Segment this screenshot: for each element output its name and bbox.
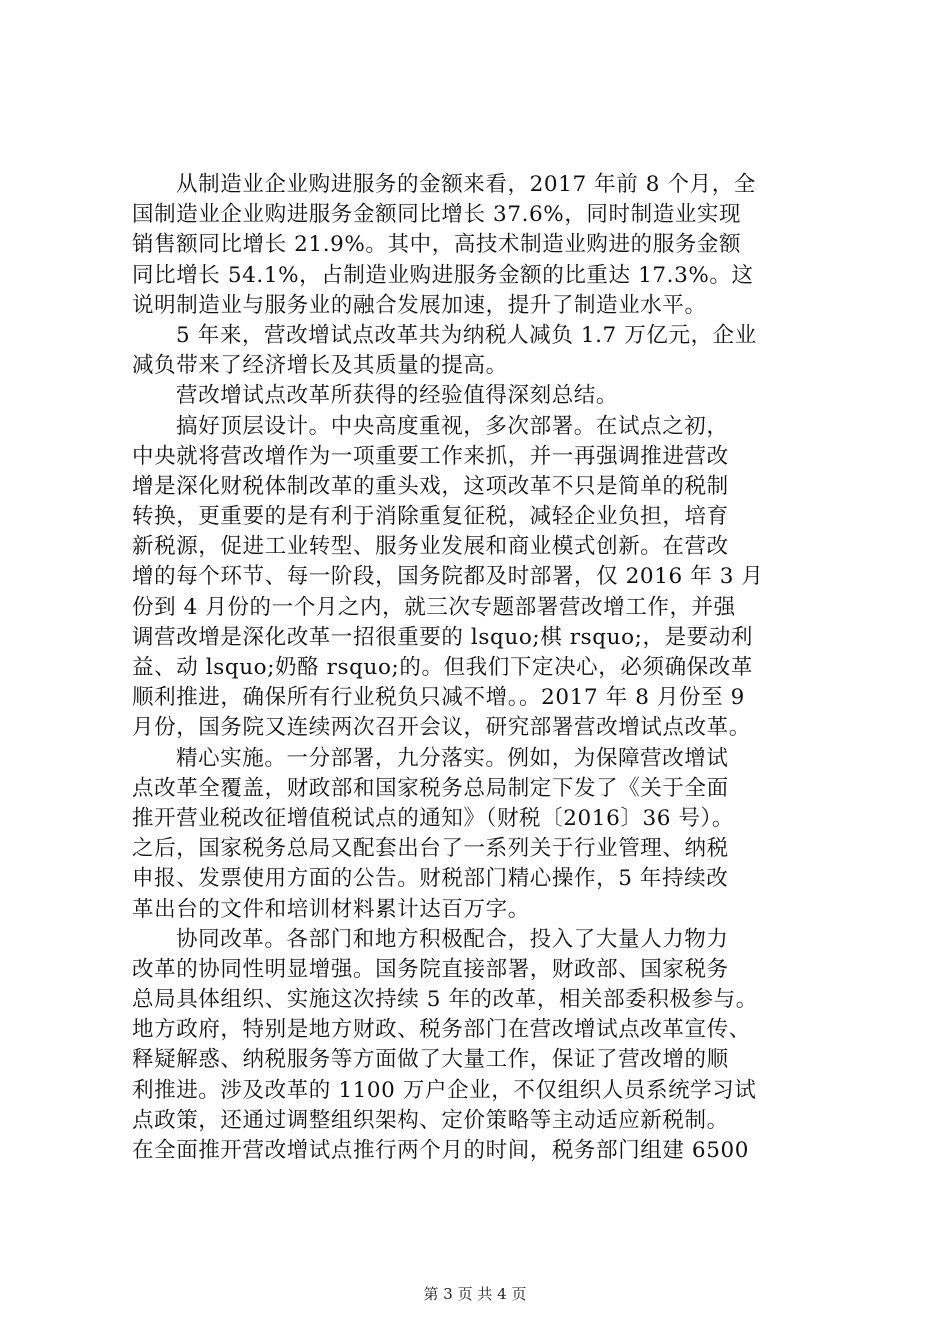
text-line: 在全面推开营改增试点推行两个月的时间，税务部门组建 6500: [132, 1138, 750, 1163]
text-line: 中央就将营改增作为一项重要工作来抓，并一再强调推进营改: [132, 443, 729, 469]
text-line: 申报、发票使用方面的公告。财税部门精心操作，5 年持续改: [132, 866, 729, 892]
text-line: 减负带来了经济增长及其质量的提高。: [132, 353, 508, 379]
text-line: 改革的协同性明显增强。国务院直接部署，财政部、国家税务: [132, 956, 729, 982]
text-line: 之后，国家税务总局又配套出台了一系列关于行业管理、纳税: [132, 836, 729, 862]
text-line: 调营改增是深化改革一招很重要的 lsquo;棋 rsquo;，是要动利: [132, 624, 753, 650]
text-line: 推开营业税改征增值税试点的通知》（财税〔2016〕36 号）。: [132, 805, 735, 831]
text-line: 地方政府，特别是地方财政、税务部门在营改增试点改革宣传、: [132, 1017, 751, 1043]
text-line: 新税源，促进工业转型、服务业发展和商业模式创新。在营改: [132, 534, 729, 560]
text-line: 份到 4 月份的一个月之内，就三次专题部署营改增工作，并强: [132, 594, 736, 620]
text-line: 增是深化财税体制改革的重头戏，这项改革不只是简单的税制: [132, 473, 729, 499]
text-line: 革出台的文件和培训材料累计达百万字。: [132, 896, 530, 922]
paragraph-first-line: 精心实施。一分部署，九分落实。例如，为保障营改增试: [176, 745, 729, 771]
paragraph-first-line: 协同改革。各部门和地方积极配合，投入了大量人力物力: [176, 926, 729, 952]
text-line: 点政策，还通过调整组织架构、定价策略等主动适应新税制。: [132, 1107, 729, 1133]
text-line: 转换，更重要的是有利于消除重复征税，减轻企业负担，培育: [132, 504, 729, 530]
paragraph-first-line: 5 年来，营改增试点改革共为纳税人减负 1.7 万亿元，企业: [176, 322, 757, 348]
text-line: 国制造业企业购进服务金额同比增长 37.6%，同时制造业实现: [132, 202, 742, 228]
paragraph-first-line: 营改增试点改革所获得的经验值得深刻总结。: [176, 383, 619, 409]
text-line: 点改革全覆盖，财政部和国家税务总局制定下发了《关于全面: [132, 775, 729, 801]
text-line: 总局具体组织、实施这次持续 5 年的改革，相关部委积极参与。: [132, 987, 758, 1013]
document-body: [132, 170, 832, 1166]
text-line: 利推进。涉及改革的 1100 万户企业，不仅组织人员系统学习试: [132, 1077, 757, 1103]
text-line: 益、动 lsquo;奶酪 rsquo;的。但我们下定决心，必须确保改革: [132, 655, 753, 680]
text-line: 说明制造业与服务业的融合发展加速，提升了制造业水平。: [132, 292, 707, 318]
text-line: 销售额同比增长 21.9%。其中，高技术制造业购进的服务金额: [132, 232, 742, 258]
text-line: 释疑解惑、纳税服务等方面做了大量工作，保证了营改增的顺: [132, 1047, 729, 1073]
text-line: 月份，国务院又连续两次召开会议，研究部署营改增试点改革。: [132, 715, 751, 741]
paragraph-first-line: 从制造业企业购进服务的金额来看，2017 年前 8 个月，全: [176, 172, 756, 197]
text-line: 增的每个环节、每一阶段，国务院都及时部署，仅 2016 年 3 月: [132, 564, 764, 590]
page-footer: 第 3 页 共 4 页: [423, 1285, 527, 1303]
paragraph-first-line: 搞好顶层设计。中央高度重视，多次部署。在试点之初，: [176, 413, 729, 439]
text-line: 顺利推进，确保所有行业税负只减不增。。2017 年 8 月份至 9: [132, 685, 745, 711]
text-line: 同比增长 54.1%，占制造业购进服务金额的比重达 17.3%。这: [132, 262, 754, 288]
